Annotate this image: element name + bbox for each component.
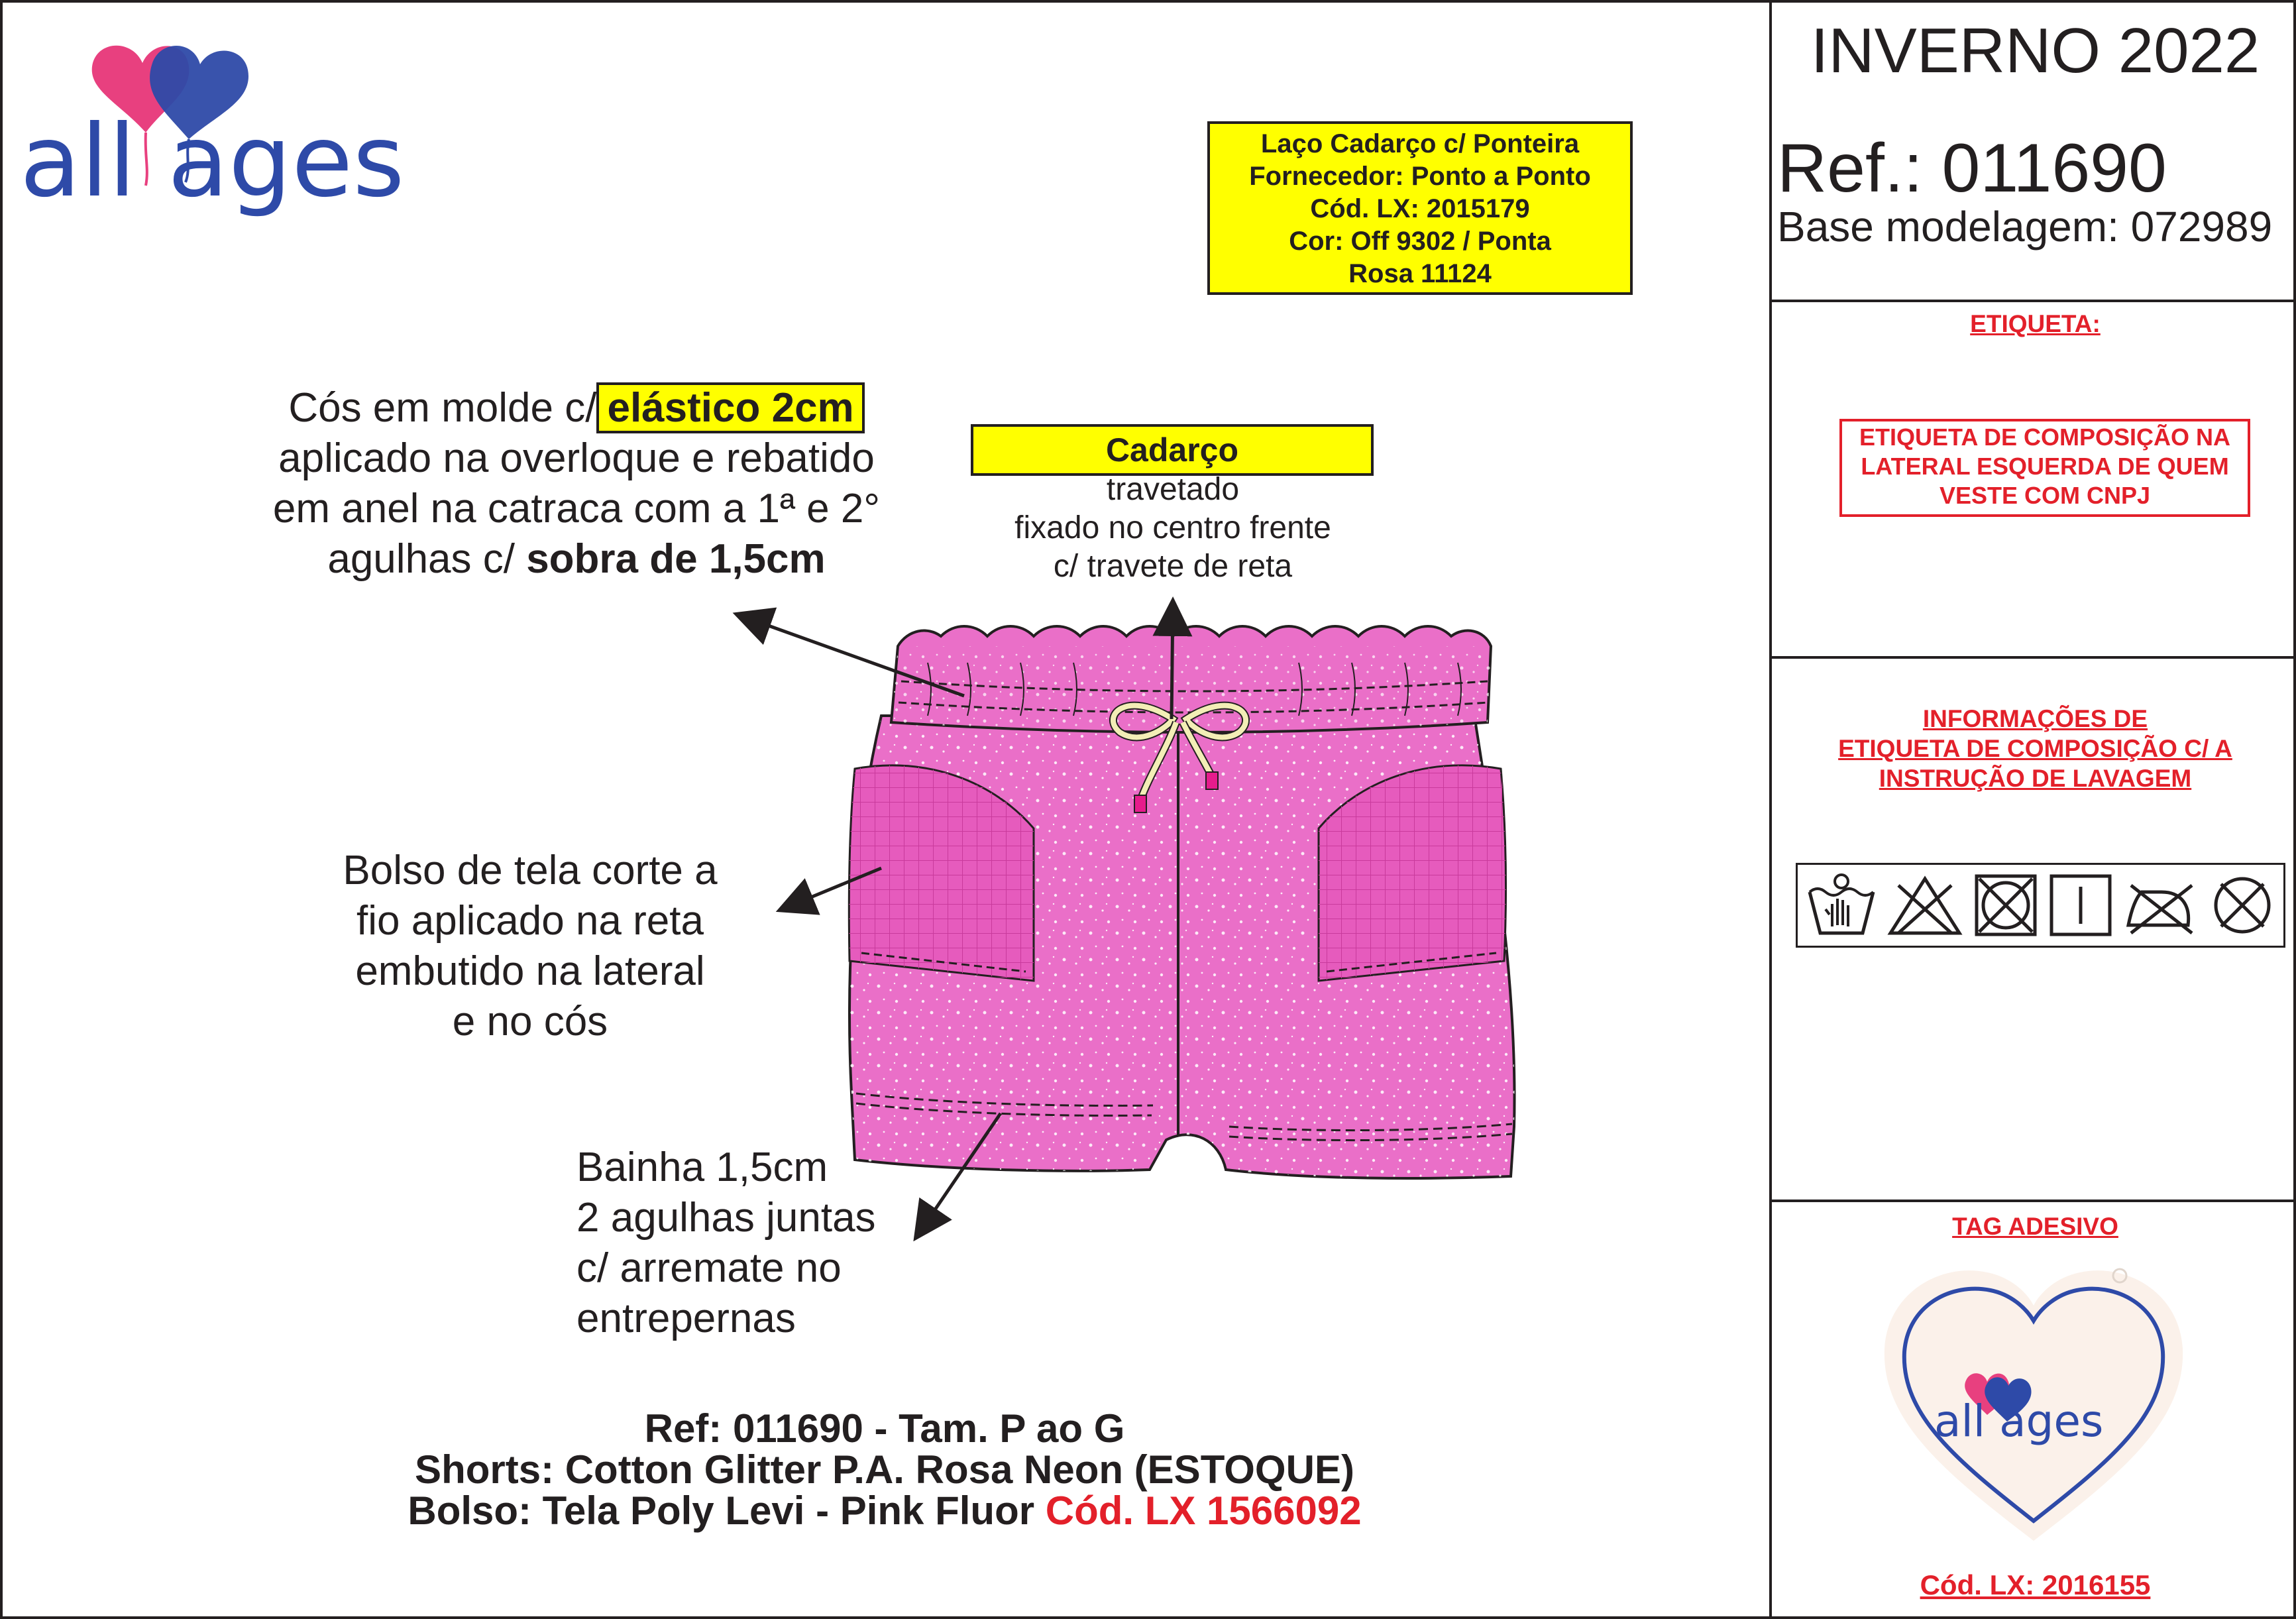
no-iron-icon <box>2122 872 2201 938</box>
pocket-code: Cód. LX 1566092 <box>1045 1488 1362 1533</box>
tag-title: TAG ADESIVO <box>1952 1213 2118 1240</box>
hem-line: entrepernas <box>576 1296 796 1341</box>
heart-tag-icon <box>1868 1256 2199 1554</box>
etiqueta-title: ETIQUETA: <box>1970 310 2101 337</box>
care-title-line: INSTRUÇÃO DE LAVAGEM <box>1879 765 2192 792</box>
waistband-line-2: aplicado na overloque e rebatido <box>278 435 875 481</box>
label-line: LATERAL ESQUERDA DE QUEM <box>1861 453 2229 480</box>
label-line: VESTE COM CNPJ <box>1939 482 2151 509</box>
waistband-bold: sobra de 1,5cm <box>526 536 826 582</box>
elastic-highlight: elástico 2cm <box>596 382 864 433</box>
lace-line: Fornecedor: Ponto a Ponto <box>1249 162 1591 191</box>
info-panel <box>1769 0 2296 1619</box>
care-title-line: INFORMAÇÕES DE <box>1922 705 2148 732</box>
pocket-fabric: Bolso: Tela Poly Levi - Pink Fluor <box>408 1488 1046 1533</box>
footer-line-pocket <box>0 1490 1769 1532</box>
waistband-text: Cós em molde c/ <box>288 385 597 431</box>
care-title-line: ETIQUETA DE COMPOSIÇÃO C/ A <box>1838 735 2232 762</box>
pocket-line: embutido na lateral <box>355 948 705 994</box>
cadarco-line: fixado no centro frente <box>1014 510 1331 545</box>
lace-line: Rosa 11124 <box>1348 259 1492 288</box>
composition-label-box <box>1839 419 2250 517</box>
svg-text:all ages: all ages <box>1934 1396 2104 1447</box>
hem-line: c/ arremate no <box>576 1245 842 1291</box>
lace-line: Laço Cadarço c/ Ponteira <box>1260 129 1580 158</box>
line-dry-icon <box>2048 872 2114 938</box>
care-info-title <box>1772 704 2296 793</box>
svg-text:all ages: all ages <box>20 104 405 219</box>
hem-line: Bainha 1,5cm <box>576 1144 828 1190</box>
hand-wash-icon <box>1806 872 1877 938</box>
no-tumble-dry-icon <box>1973 872 2039 938</box>
waistband-text: agulhas c/ <box>327 536 527 582</box>
lace-line: Cód. LX: 2015179 <box>1310 194 1530 223</box>
divider <box>1772 300 2296 302</box>
waistband-line-3: em anel na catraca com a 1ª e 2° <box>272 486 881 531</box>
pocket-line: Bolso de tela corte a <box>343 848 718 893</box>
divider <box>1772 656 2296 659</box>
cadarco-arrow <box>1172 603 1173 719</box>
base-modelagem: Base modelagem: 072989 <box>1777 203 2273 251</box>
divider <box>1772 1200 2296 1202</box>
pocket-line: e no cós <box>452 999 608 1044</box>
hem-line: 2 agulhas juntas <box>576 1195 876 1241</box>
label-line: ETIQUETA DE COMPOSIÇÃO NA <box>1859 423 2231 451</box>
cadarco-line: c/ travete de reta <box>1053 549 1293 584</box>
heart-tag <box>1868 1256 2199 1554</box>
season-title: INVERNO 2022 <box>1810 15 2260 86</box>
cadarco-line: travetado <box>1106 472 1240 507</box>
pocket-line: fio aplicado na reta <box>356 898 704 944</box>
reference-number: Ref.: 011690 <box>1777 130 2167 207</box>
care-symbols <box>1796 863 2285 948</box>
lace-line: Cor: Off 9302 / Ponta <box>1289 227 1551 256</box>
no-dry-clean-icon <box>2209 872 2275 938</box>
footer-line-ref: Ref: 011690 - Tam. P ao G <box>644 1406 1125 1451</box>
tag-code: Cód. LX: 2016155 <box>1920 1569 2151 1600</box>
product-description <box>0 1408 1769 1532</box>
cadarco-title: Cadarço <box>1105 431 1239 469</box>
footer-line-fabric: Shorts: Cotton Glitter P.A. Rosa Neon (ESTOQUE) <box>415 1447 1354 1492</box>
no-bleach-icon <box>1885 872 1965 938</box>
